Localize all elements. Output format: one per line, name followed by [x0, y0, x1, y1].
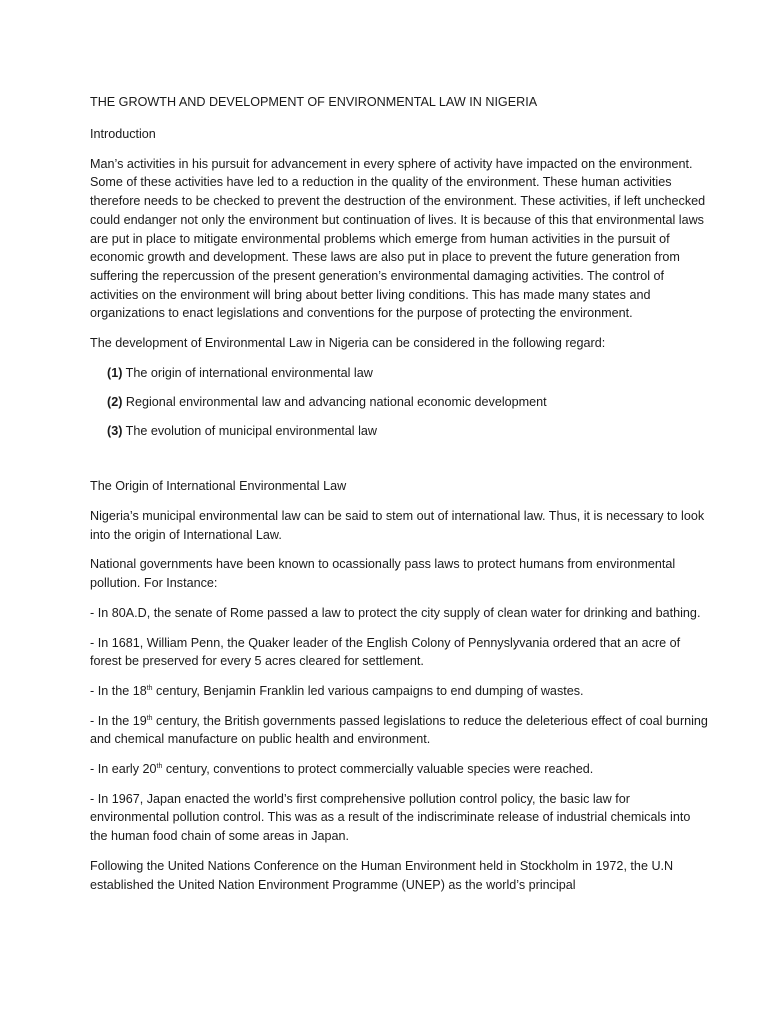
- list-item-text: The origin of international environmental law: [122, 365, 373, 380]
- list-item-number: (2): [107, 394, 123, 409]
- origin-heading: The Origin of International Environmental Law: [90, 479, 347, 494]
- ordinal-suffix: th: [146, 714, 153, 722]
- development-intro-paragraph: The development of Environmental Law in Nigeria can be considered in the following regard:: [90, 336, 606, 351]
- item-text: - In the 19: [90, 713, 147, 728]
- introduction-paragraph: Man’s activities in his pursuit for advancement in every sphere of activity have impacted on the environment. Some of these activities have led to a reduction in the quality of the environment. These human activities therefore needs to be checked to prevent the destruction of the environment. These activities, if left unchecked could endanger not only the environment but continuation of lives. It is because of this that environmental laws are put in place to mitigate environmental problems which emerge from human activities in the pursuit of economic growth and development. These laws are also put in place to prevent the future generation from suffering the repercussion of the present generation’s environmental damaging activities. The control of activities on the environment will bring about better living conditions. This has made many states and organizations to enact legislations and conventions for the purpose of protecting the environment.: [90, 156, 706, 321]
- item-text: - In the 18: [90, 683, 147, 698]
- item-20th-century: [90, 760, 710, 779]
- list-item: [107, 422, 710, 441]
- introduction-heading: Introduction: [90, 127, 156, 141]
- item-18th-century: [90, 682, 710, 701]
- document-title: THE GROWTH AND DEVELOPMENT OF ENVIRONMENTAL LAW IN NIGERIA: [90, 95, 538, 109]
- development-list: [90, 364, 710, 441]
- document-page: [90, 93, 710, 905]
- origin-paragraph-2: National governments have been known to ocassionally pass laws to protect humans from environmental pollution. For Instance:: [90, 557, 676, 591]
- item-19th-century: [90, 712, 710, 749]
- origin-paragraph-1: Nigeria’s municipal environmental law can be said to stem out of international law. Thus, it is necessary to look into the origin of International Law.: [90, 509, 705, 542]
- item-penn: - In 1681, William Penn, the Quaker leader of the English Colony of Pennyslyvania ordered that an acre of forest be preserved for every 5 acres cleared for settlement.: [90, 635, 681, 669]
- spacer: [90, 451, 710, 477]
- item-japan: - In 1967, Japan enacted the world’s first comprehensive pollution control policy, the basic law for environmental pollution control. This was as a result of the indiscriminate release of industrial chemicals into the human food chain of some areas in Japan.: [90, 791, 691, 844]
- list-item: [107, 393, 710, 412]
- item-text: century, conventions to protect commercially valuable species were reached.: [162, 762, 594, 777]
- list-item-text: The evolution of municipal environmental law: [122, 424, 377, 439]
- list-item-text: Regional environmental law and advancing national economic development: [122, 394, 547, 409]
- item-text: - In early 20: [90, 762, 157, 777]
- item-text: century, Benjamin Franklin led various campaigns to end dumping of wastes.: [152, 683, 584, 698]
- ordinal-suffix: th: [156, 762, 163, 770]
- list-item: [107, 364, 710, 383]
- list-item-number: (3): [107, 424, 123, 439]
- list-item-number: (1): [107, 365, 123, 380]
- closing-paragraph: Following the United Nations Conference on the Human Environment held in Stockholm in 1972, the U.N established the United Nation Environment Programme (UNEP) as the world’s principal: [90, 858, 674, 892]
- ordinal-suffix: th: [146, 684, 153, 692]
- item-text: century, the British governments passed legislations to reduce the deleterious effect of coal burning and chemical manufacture on public health and environment.: [90, 713, 708, 747]
- item-rome: - In 80A.D, the senate of Rome passed a law to protect the city supply of clean water for drinking and bathing.: [90, 605, 701, 620]
